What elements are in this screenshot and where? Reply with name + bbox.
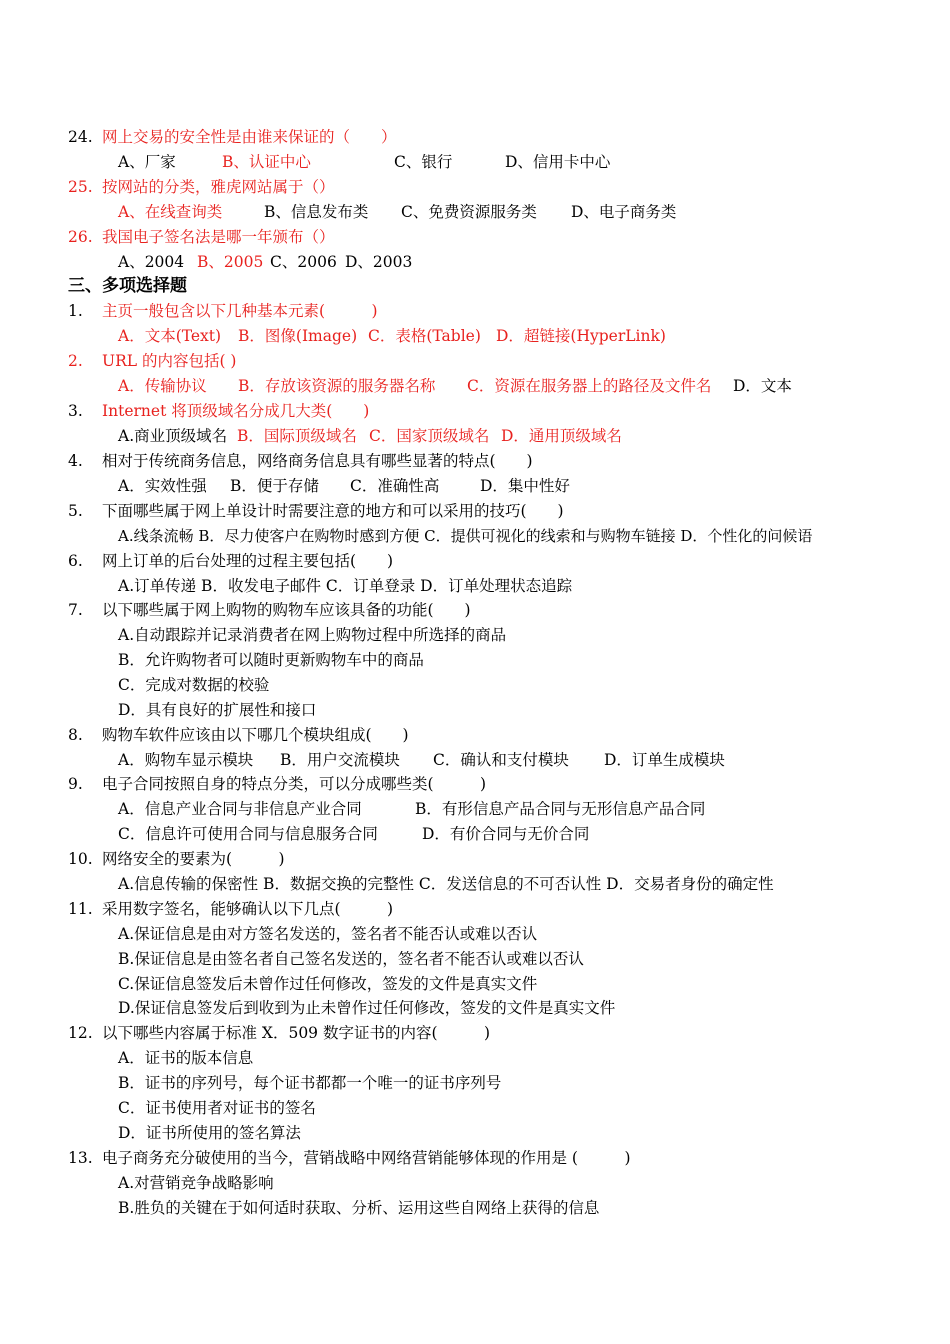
option-b: B．存放该资源的服务器名称 [238,377,436,395]
question-number: 24. [68,128,93,146]
option-a: A．信息产业合同与非信息产业合同 [118,800,362,818]
question-text: 以下哪些属于网上购物的购物车应该具备的功能( ) [102,601,471,619]
option-d: D．有价合同与无价合同 [422,825,590,843]
question-text: 按网站的分类，雅虎网站属于（） [102,178,335,196]
question-number: 10. [68,850,93,868]
option-d: D．超链接(HyperLink) [496,327,666,345]
option-c: C．国家顶级域名 [369,427,490,445]
question-number: 7. [68,601,83,619]
option-c: C.保证信息签发后未曾作过任何修改，签发的文件是真实文件 [118,975,538,993]
question-number: 12. [68,1024,93,1042]
option-c: C．信息许可使用合同与信息服务合同 [118,825,378,843]
option-a: A、厂家 [118,153,176,171]
option-a: A．证书的版本信息 [118,1049,254,1067]
question-text: 主页一般包含以下几种基本元素( ) [102,302,378,320]
question-text: Internet 将顶级域名分成几大类( ) [102,402,370,420]
question-text: 采用数字签名，能够确认以下几点( ) [102,900,394,918]
option-c: C．完成对数据的校验 [118,676,270,694]
question-number: 1. [68,302,83,320]
question-number: 9. [68,775,83,793]
question-number: 8. [68,726,83,744]
option-d: D．证书所使用的签名算法 [118,1124,301,1142]
option-b: B、认证中心 [222,153,311,171]
option-a: A．传输协议 [118,377,207,395]
option-d: D、2003 [345,253,413,271]
option-c: C、2006 [270,253,337,271]
option-a: A．购物车显示模块 [118,751,254,769]
question-number: 13. [68,1149,93,1167]
option-b: B.保证信息是由签名者自己签名发送的，签名者不能否认或难以否认 [118,950,584,968]
option-a: A．文本(Text) [118,327,222,345]
options-line: A.订单传递 B．收发电子邮件 C．订单登录 D．订单处理状态追踪 [118,577,573,595]
option-a: A.自动跟踪并记录消费者在网上购物过程中所选择的商品 [118,626,507,644]
option-d: D．集中性好 [480,477,570,495]
option-b: B．允许购物者可以随时更新购物车中的商品 [118,651,424,669]
option-a: A．实效性强 [118,477,207,495]
option-d: D．通用顶级域名 [501,427,622,445]
option-d: D、信用卡中心 [505,153,611,171]
option-b: B、2005 [197,253,264,271]
question-text: 网上订单的后台处理的过程主要包括( ) [102,552,394,570]
question-number: 5. [68,502,83,520]
option-a: A、2004 [118,253,185,271]
option-a: A.商业顶级域名 [118,427,228,445]
option-c: C．确认和支付模块 [433,751,569,769]
question-number: 26. [68,228,93,246]
option-b: B．便于存储 [230,477,319,495]
section-heading: 三、多项选择题 [68,276,187,296]
question-text: 网络安全的要素为( ) [102,850,285,868]
option-b: B．用户交流模块 [280,751,400,769]
question-number: 4. [68,452,83,470]
option-b: B．有形信息产品合同与无形信息产品合同 [415,800,706,818]
question-number: 6. [68,552,83,570]
option-d: D．订单生成模块 [604,751,725,769]
question-number: 2. [68,352,83,370]
option-c: C、银行 [394,153,453,171]
option-d: D．具有良好的扩展性和接口 [118,701,317,719]
option-b: B．图像(Image) [238,327,358,345]
option-c: C．表格(Table) [368,327,481,345]
question-text: 网上交易的安全性是由谁来保证的（ ） [102,128,397,146]
options-line: A.信息传输的保密性 B．数据交换的完整性 C．发送信息的不可否认性 D．交易者身份的确定性 [118,875,774,893]
options-line: A.线条流畅 B．尽力使客户在购物时感到方便 C．提供可视化的线索和与购物车链接 D．个性化的问候语 [118,527,813,545]
option-c: C．证书使用者对证书的签名 [118,1099,316,1117]
option-a: A.保证信息是由对方签名发送的，签名者不能否认或难以否认 [118,925,538,943]
option-c: C、免费资源服务类 [401,203,537,221]
question-number: 3. [68,402,83,420]
question-text: 电子合同按照自身的特点分类，可以分成哪些类( ) [102,775,487,793]
option-d: D、电子商务类 [571,203,677,221]
question-text: URL 的内容包括( ) [102,352,237,370]
option-a: A、在线查询类 [118,203,223,221]
option-b: B．证书的序列号，每个证书都都一个唯一的证书序列号 [118,1074,502,1092]
option-c: C．资源在服务器上的路径及文件名 [467,377,712,395]
option-b: B、信息发布类 [264,203,369,221]
option-d: D．文本 [733,377,792,395]
option-d: D.保证信息签发后到收到为止未曾作过任何修改，签发的文件是真实文件 [118,999,616,1017]
question-text: 电子商务充分破使用的当今，营销战略中网络营销能够体现的作用是 ( ) [102,1149,631,1167]
question-text: 以下哪些内容属于标准 X．509 数字证书的内容( ) [102,1024,491,1042]
question-text: 购物车软件应该由以下哪几个模块组成( ) [102,726,409,744]
option-a: A.对营销竞争战略影响 [118,1174,274,1192]
option-b: B.胜负的关键在于如何适时获取、分析、运用这些自网络上获得的信息 [118,1199,600,1217]
question-number: 25. [68,178,93,196]
question-text: 我国电子签名法是哪一年颁布（） [102,228,335,246]
question-text: 相对于传统商务信息，网络商务信息具有哪些显著的特点( ) [102,452,533,470]
question-number: 11. [68,900,93,918]
question-text: 下面哪些属于网上单设计时需要注意的地方和可以采用的技巧( ) [102,502,564,520]
option-c: C．准确性高 [350,477,440,495]
option-b: B．国际顶级域名 [237,427,357,445]
